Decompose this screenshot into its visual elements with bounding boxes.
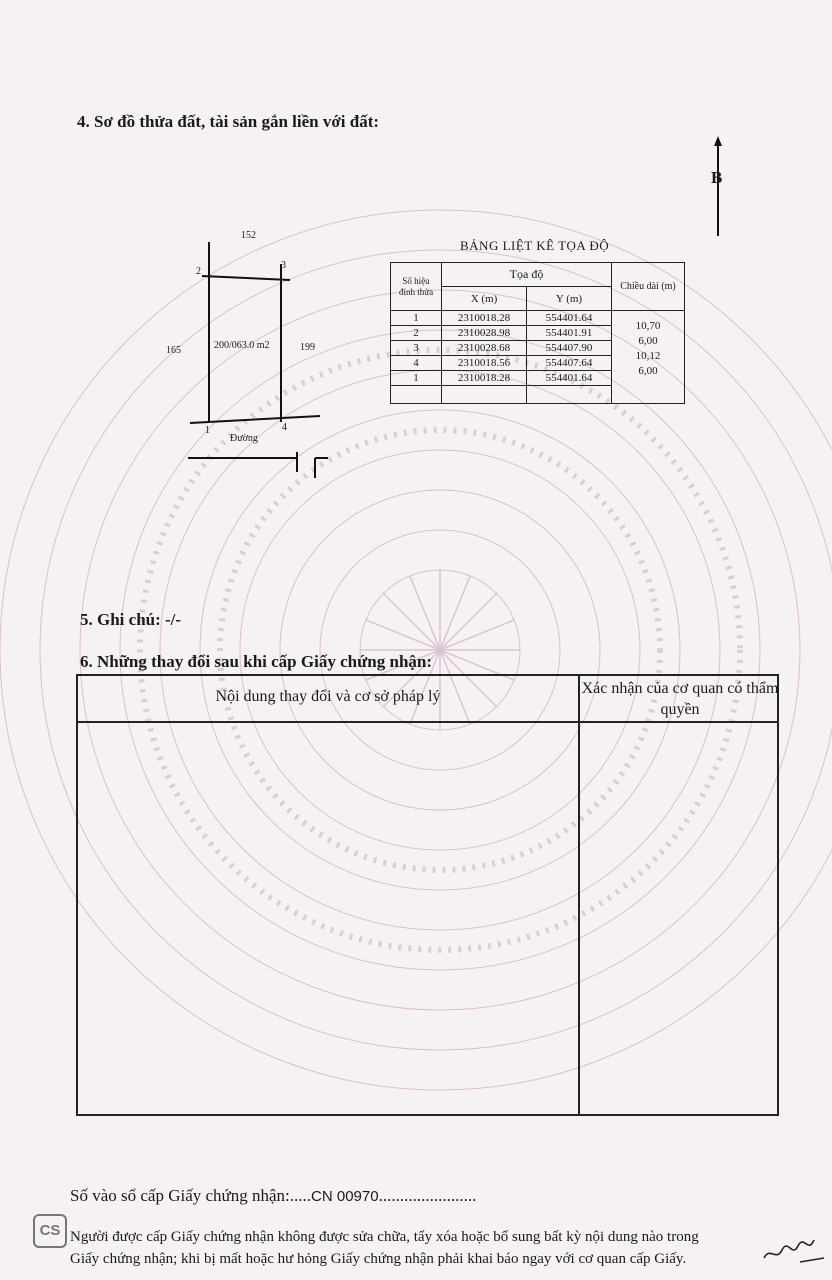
length-value: 10,70 [635, 320, 661, 332]
section-4-title: 4. Sơ đồ thửa đất, tài sản gắn liền với đất: [77, 112, 380, 131]
length-value: 6,00 [638, 365, 658, 377]
header-coord: Tọa độ [442, 263, 612, 287]
row-x: 2310028.68 [442, 341, 527, 356]
north-arrow-icon [706, 136, 730, 240]
header-x: X (m) [442, 287, 527, 311]
coord-table-title: BẢNG LIỆT KÊ TỌA ĐỘ [460, 238, 610, 253]
register-prefix: Số vào sổ cấp Giấy chứng nhận:..... [70, 1186, 312, 1205]
plot-label-top: 152 [241, 230, 256, 241]
plot-area-label: 200/063.0 m2 [214, 340, 270, 351]
vertex-1-label: 1 [205, 425, 210, 436]
register-number: CN 00970 [311, 1188, 379, 1205]
register-number-line [70, 1186, 476, 1206]
empty-cell [391, 386, 442, 404]
row-point: 2 [391, 326, 442, 341]
warning-text [70, 1226, 810, 1270]
header-divider [78, 721, 777, 723]
row-x: 2310018.28 [442, 311, 527, 326]
row-x: 2310018.56 [442, 356, 527, 371]
plot-label-right: 199 [300, 342, 315, 353]
changes-content-header: Nội dung thay đổi và cơ sở pháp lý [215, 688, 441, 705]
row-point: 1 [391, 311, 442, 326]
row-y: 554401.64 [527, 311, 612, 326]
empty-cell [442, 386, 527, 404]
changes-table [76, 674, 779, 1116]
length-value: 6,00 [638, 335, 658, 347]
register-suffix: ....................... [378, 1186, 477, 1205]
length-value: 10,12 [635, 350, 661, 362]
row-y: 554401.91 [527, 326, 612, 341]
row-point: 4 [391, 356, 442, 371]
header-y: Y (m) [527, 287, 612, 311]
section-6-title: 6. Những thay đổi sau khi cấp Giấy chứng nhận: [80, 652, 433, 671]
row-x: 2310028.98 [442, 326, 527, 341]
section-5-title: 5. Ghi chú: -/- [80, 610, 182, 629]
vertex-4-label: 4 [282, 422, 287, 433]
coordinate-table [390, 262, 685, 404]
north-label: B [711, 168, 723, 187]
warning-line-1: Người được cấp Giấy chứng nhận không được sửa chữa, tẩy xóa hoặc bổ sung bất kỳ nội dung nào trong [70, 1229, 699, 1245]
empty-cell [527, 386, 612, 404]
row-x: 2310018.28 [442, 371, 527, 386]
column-divider [578, 676, 580, 1114]
header-length: Chiều dài (m) [612, 263, 685, 311]
signature [760, 1228, 826, 1268]
row-y: 554401.64 [527, 371, 612, 386]
plot-road-label: Đường [230, 433, 258, 444]
land-plot-diagram [180, 240, 330, 480]
vertex-3-label: 3 [281, 260, 286, 271]
lengths-cell [612, 311, 685, 404]
warning-line-2: Giấy chứng nhận; khi bị mất hoặc hư hỏng Giấy chứng nhận phải khai báo ngay với cơ quan cấp Giấy. [70, 1251, 687, 1267]
vertex-2-label: 2 [196, 266, 201, 277]
row-point: 1 [391, 371, 442, 386]
header-point: Số hiệu đỉnh thửa [391, 263, 442, 311]
changes-confirm-header: Xác nhận của cơ quan có thẩm quyền [581, 680, 779, 718]
plot-label-left: 165 [166, 345, 181, 356]
row-y: 554407.64 [527, 356, 612, 371]
row-point: 3 [391, 341, 442, 356]
camscanner-watermark: CS [33, 1214, 67, 1248]
row-y: 554407.90 [527, 341, 612, 356]
